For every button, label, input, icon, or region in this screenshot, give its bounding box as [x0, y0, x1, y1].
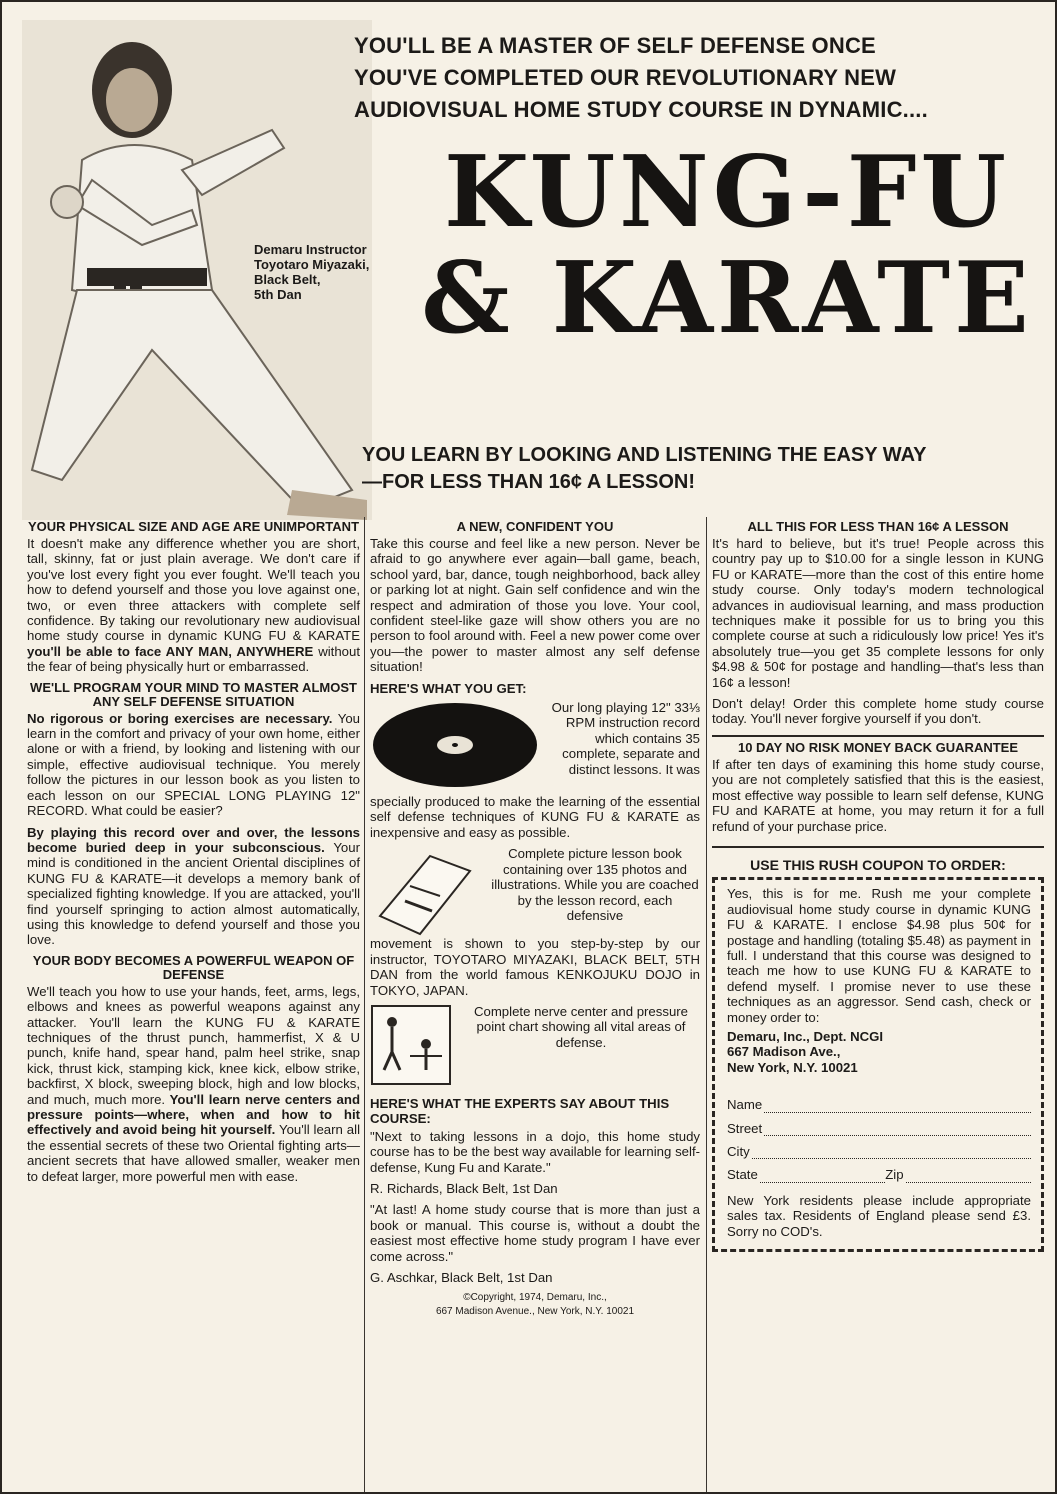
coupon-heading: USE THIS RUSH COUPON TO ORDER:: [750, 856, 1006, 873]
copyright: [370, 1291, 700, 1319]
address-line: Demaru, Inc., Dept. NCGI: [727, 1028, 884, 1044]
section-heading: YOUR BODY BECOMES A POWERFUL WEAPON OF DEFENSE: [32, 952, 355, 982]
paragraph-emphasis: By playing this record over and over, the lessons become buried deep in your subconscious.: [27, 824, 360, 855]
paragraph: Don't delay! Order this complete home study course today. You'll never forgive yourself if you don't.: [712, 696, 1044, 727]
address-line: New York, N.Y. 10021: [727, 1059, 858, 1075]
street-blank[interactable]: [764, 1124, 1031, 1136]
testimonial-quote: "At last! A home study course that is more than just a book or manual. This course is, without a doubt the easiest most effective home study program I have ever come across.": [370, 1202, 700, 1264]
caption-line: Demaru Instructor: [254, 242, 367, 257]
subheadline: [362, 442, 1042, 496]
subheadline-line: —FOR LESS THAN 16¢ A LESSON!: [362, 471, 696, 493]
paragraph: It's hard to believe, but it's true! People across this country pay up to $10.00 for a single lesson in KUNG FU or KARATE—more than the cost of this entire home study course. Only today's modern technological advances in audiovisual learning, and mass production techniques make it possible for us to bring you this complete course at such a ridiculously low price! Yes it's absolutely true—you get 35 complete lessons for only $4.98 & 50¢ for postage and handling—that's less than 16¢ a lesson!: [712, 536, 1044, 690]
headline-line: YOU'LL BE A MASTER OF SELF DEFENSE ONCE: [354, 33, 876, 58]
section-heading: YOUR PHYSICAL SIZE AND AGE ARE UNIMPORTANT: [27, 519, 360, 534]
paragraph-text: It doesn't make any difference whether you are short, tall, skinny, fat or just plain average. We don't care if you've lost every fight you ever fought. We'll teach you how to defend yourself and those you love against one, two, or even three attackers with complete self confidence. By taking our revolutionary new audiovisual home study course in dynamic KUNG FU & KARATE: [27, 536, 360, 644]
copyright-line: 667 Madison Avenue., New York, N.Y. 10021: [435, 1306, 635, 1318]
field-label: Zip: [885, 1167, 904, 1183]
address-line: 667 Madison Ave.,: [727, 1044, 841, 1060]
headline-line: AUDIOVISUAL HOME STUDY COURSE IN DYNAMIC....: [354, 97, 928, 122]
state-blank[interactable]: [760, 1171, 885, 1183]
caption-line: Black Belt,: [254, 272, 321, 287]
section-heading: HERE'S WHAT YOU GET:: [370, 680, 527, 696]
section-heading: ALL THIS FOR LESS THAN 16¢ A LESSON: [747, 519, 1009, 534]
subheadline-line: YOU LEARN BY LOOKING AND LISTENING THE EASY WAY: [362, 444, 927, 466]
testimonial-quote: "Next to taking lessons in a dojo, this home study course has to be the best way available for learning self-defense, Kung Fu and Karate.": [370, 1128, 700, 1175]
paragraph: [27, 984, 360, 1184]
city-field[interactable]: [727, 1144, 1031, 1159]
name-field[interactable]: [727, 1097, 1031, 1112]
column-left: [27, 517, 360, 1190]
paragraph: [27, 711, 360, 819]
coupon-text: Yes, this is for me. Rush me your complete audiovisual home study course in dynamic KUNG FU & KARATE. I enclose $4.98 plus 50¢ for postage and handling (totaling $5.48) as payment in full. I understand that this course was designed to teach me how to use KUNG FU & KARATE to defend myself. I promise never to use these techniques as an aggressor. Send cash, check or money order to:: [727, 886, 1031, 1025]
testimonial-author: R. Richards, Black Belt, 1st Dan: [370, 1180, 558, 1196]
mailing-address: [727, 1029, 1031, 1075]
zip-blank[interactable]: [906, 1171, 1031, 1183]
title-line-karate: & KARATE: [421, 241, 1033, 356]
section-heading: A NEW, CONFIDENT YOU: [456, 519, 614, 534]
paragraph-emphasis: you'll be able to face ANY MAN, ANYWHERE: [27, 643, 314, 659]
paragraph: movement is shown to you step-by-step by our instructor, TOYOTARO MIYAZAKI, BLACK BELT, 5TH DAN from the world famous KENKOJUKU DOJO in TOKYO, JAPAN.: [370, 936, 700, 998]
copyright-line: ©Copyright, 1974, Demaru, Inc.,: [463, 1292, 607, 1304]
chart-item: [370, 1004, 700, 1086]
paragraph-emphasis: No rigorous or boring exercises are necessary.: [27, 710, 333, 726]
headline-line: YOU'VE COMPLETED OUR REVOLUTIONARY NEW: [354, 65, 897, 90]
state-zip-field[interactable]: [727, 1167, 1031, 1182]
order-coupon[interactable]: [712, 877, 1044, 1252]
city-blank[interactable]: [752, 1147, 1031, 1159]
tax-notice: New York residents please include appropriate sales tax. Residents of England please send £3. Sorry no COD's.: [727, 1192, 1031, 1239]
paragraph: Take this course and feel like a new person. Never be afraid to go anywhere ever again—ball game, beach, school yard, bar, dance, tough neighborhood, back alley or parking lot at night. Gain self confidence and win the respect and admiration of those you love. Your cool, confident steel-like gaze will show others you are no person to fool around with. Feel a new power come over you—the power to master almost any self defense situation!: [370, 536, 700, 675]
record-item: [370, 700, 700, 790]
paragraph-text: You learn in the comfort and privacy of your own home, either alone or with a friend, by looking and listening with our simple, effective audiovisual technique. You merely follow the pictures in our lesson book as you listen to each lesson on our SPECIAL LONG PLAYING 12" RECORD. What could be easier?: [27, 710, 360, 819]
column-middle: [370, 517, 700, 1319]
vinyl-record-icon: [370, 700, 540, 790]
chart-description: Complete nerve center and pressure point chart showing all vital areas of defense.: [473, 1003, 689, 1050]
paragraph: [27, 825, 360, 948]
field-label: City: [727, 1144, 750, 1159]
column-divider: [706, 517, 707, 1492]
section-heading: WE'LL PROGRAM YOUR MIND TO MASTER ALMOST ANY SELF DEFENSE SITUATION: [30, 679, 357, 709]
headline: [354, 30, 1034, 126]
book-description: Complete picture lesson book containing over 135 photos and illustrations. While you are coached by the lesson record, each defensive: [491, 846, 699, 923]
paragraph-text: You'll learn all the essential secrets of these two Oriental fighting arts—ancient secrets that have allowed smaller, weaker men to defeat larger, more powerful men with ease.: [27, 1122, 360, 1184]
pressure-point-chart-icon: [370, 1004, 452, 1086]
lesson-book-icon: [370, 846, 480, 936]
paragraph: [27, 536, 360, 675]
column-right: [712, 517, 1044, 1252]
guarantee-box: [712, 735, 1044, 848]
paragraph-text: We'll teach you how to use your hands, feet, arms, legs, elbows and knees as powerful weapons against any attacker. You'll learn the KUNG FU & KARATE techniques of the thrust punch, hammerfist, X & U punch, knife hand, spear hand, palm heel strike, snap kick, thrust kick, stamping kick, knee kick, elbow strike, backfirst, X block, sweeping block, high and low blocks, and much, much more.: [27, 983, 360, 1107]
caption-line: 5th Dan: [254, 287, 302, 302]
field-label: Street: [727, 1120, 763, 1136]
guarantee-heading: 10 DAY NO RISK MONEY BACK GUARANTEE: [737, 739, 1019, 755]
testimonial-author: G. Aschkar, Black Belt, 1st Dan: [370, 1269, 553, 1285]
street-field[interactable]: [727, 1121, 1031, 1136]
caption-line: Toyotaro Miyazaki,: [254, 257, 370, 272]
section-heading: HERE'S WHAT THE EXPERTS SAY ABOUT THIS COURSE:: [370, 1095, 670, 1127]
main-title: [407, 135, 1047, 356]
name-blank[interactable]: [764, 1101, 1031, 1113]
field-label: Name: [727, 1097, 763, 1113]
paragraph-emphasis: You'll learn nerve centers and pressure points—where, when and how to hit effectively and avoid being hit yourself.: [27, 1091, 360, 1138]
paragraph: specially produced to make the learning of the essential self defense techniques of KUNG FU & KARATE as inexpensive and easy as possible.: [370, 794, 700, 840]
field-label: State: [727, 1167, 758, 1183]
paragraph-text: Your mind is conditioned in the ancient Oriental disciplines of KUNG FU & KARATE—it develops a memory bank of specialized fighting knowledge. If you are attacked, you'll find yourself springing to action almost automatically, using this knowledge to defend yourself and those you love.: [27, 839, 360, 948]
column-divider: [364, 517, 365, 1492]
photo-caption: [254, 242, 404, 302]
title-line-kung-fu: KUNG-FU: [444, 135, 1010, 250]
guarantee-text: If after ten days of examining this home study course, you are not completely satisfied that this is the easiest, most effective way possible to learn self defense, KUNG FU and KARATE at home, you may return it for a full refund of your purchase price.: [712, 756, 1044, 834]
paragraph-text: without the fear of being physically hurt or embarrassed.: [27, 643, 360, 675]
record-description: Our long playing 12" 33⅓ RPM instruction record which contains 35 complete, separate and distinct lessons. It was: [551, 700, 700, 777]
book-item: [370, 846, 700, 936]
